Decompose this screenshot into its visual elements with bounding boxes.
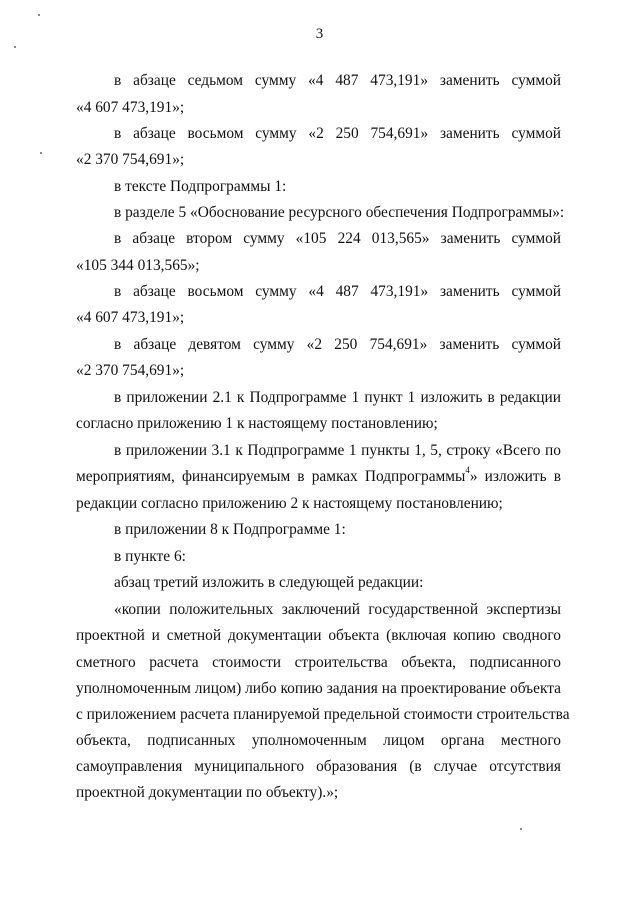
text-line: «4 607 473,191»; [76, 99, 185, 116]
text-segment: мероприятиям, финансируемым в рамках Подпрограммы [76, 468, 466, 485]
text-line: самоуправления муниципального образования (в случае отсутствия [76, 758, 561, 775]
text-line: в абзаце восьмом сумму «2 250 754,691» заменить суммой [114, 125, 561, 142]
scan-speck [38, 14, 40, 16]
text-line: в абзаце седьмом сумму «4 487 473,191» заменить суммой [114, 72, 561, 89]
text-line: в пункте 6: [114, 548, 186, 565]
text-line: абзац третий изложить в следующей редакции: [114, 574, 424, 591]
text-line: в абзаце восьмом сумму «4 487 473,191» заменить суммой [114, 283, 561, 300]
page-number: 3 [315, 26, 324, 42]
text-line: объекта, подписанных уполномоченным лицом органа местного [76, 732, 561, 749]
text-line: в приложении 8 к Подпрограмме 1: [114, 521, 346, 538]
text-line-with-footnote [76, 465, 561, 486]
text-line: проектной документации по объекту).»; [76, 784, 339, 801]
text-line: уполномоченным лицом) либо копию задания на проектирование объекта [76, 680, 561, 697]
scan-speck [520, 828, 522, 830]
text-line: в тексте Подпрограммы 1: [114, 178, 287, 195]
footnote-marker: 4 [465, 465, 470, 475]
text-line: «копии положительных заключений государственной экспертизы [114, 601, 561, 618]
text-line: в приложении 3.1 к Подпрограмме 1 пункты 1, 5, строку «Всего по [114, 442, 561, 459]
text-line: в абзаце втором сумму «105 224 013,565» заменить суммой [114, 230, 561, 247]
text-line: «4 607 473,191»; [76, 309, 185, 326]
scan-speck [40, 152, 42, 154]
text-line: в абзаце девятом сумму «2 250 754,691» заменить суммой [114, 336, 561, 353]
text-line: «105 344 013,565»; [76, 257, 200, 274]
text-line: редакции согласно приложению 2 к настоящему постановлению; [76, 495, 503, 512]
text-line: с приложением расчета планируемой предельной стоимости строительства [76, 706, 570, 723]
text-line: проектной и сметной документации объекта (включая копию сводного [76, 627, 561, 644]
text-line: «2 370 754,691»; [76, 362, 185, 379]
scan-speck [14, 46, 16, 48]
text-line: сметного расчета стоимости строительства объекта, подписанного [76, 654, 561, 671]
text-segment: » изложить в [469, 468, 561, 485]
text-line: в приложении 2.1 к Подпрограмме 1 пункт 1 изложить в редакции [114, 389, 561, 406]
text-line: согласно приложению 1 к настоящему постановлению; [76, 415, 438, 432]
text-line: в разделе 5 «Обоснование ресурсного обеспечения Подпрограммы»: [114, 204, 565, 221]
text-line: «2 370 754,691»; [76, 151, 185, 168]
